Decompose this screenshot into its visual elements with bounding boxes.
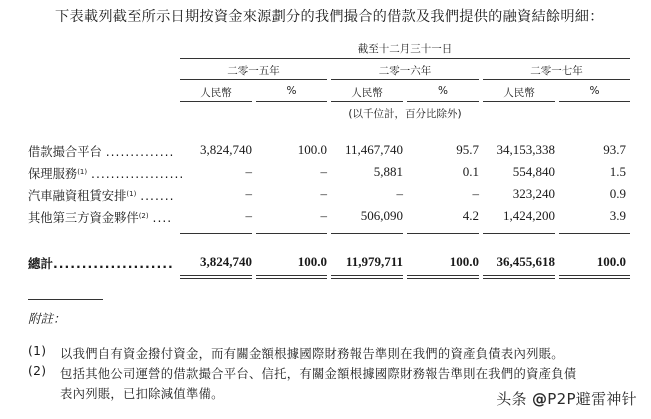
divider	[559, 101, 630, 102]
cell-value: –	[245, 164, 252, 179]
divider	[331, 233, 403, 234]
footnote-text: 以我們自有資金撥付資金，而有關金額根據國際財務報告準則在我們的資產負債表內列賬。	[60, 347, 564, 361]
cell-percent: –	[320, 208, 327, 223]
cell-percent: –	[320, 186, 327, 201]
watermark	[496, 388, 637, 409]
col-rmb-2017: 人民幣	[503, 87, 535, 99]
cell-value: –	[245, 208, 252, 223]
divider	[180, 233, 252, 234]
divider	[407, 233, 479, 234]
unit-note: (以千位計，百分比除外)	[348, 108, 462, 120]
divider	[483, 101, 555, 102]
cell-value: 34,153,338	[496, 142, 555, 157]
cell-percent: 3.9	[609, 208, 626, 223]
divider	[180, 275, 252, 276]
divider	[483, 275, 555, 276]
total-value: 11,979,711	[345, 254, 403, 269]
divider	[559, 275, 630, 276]
cell-value: 5,881	[373, 164, 403, 179]
cell-percent: 0.9	[609, 186, 626, 201]
intro-text: 下表載列截至所示日期按資金來源劃分的我們撮合的借款及我們提供的融資結餘明細：	[55, 9, 604, 25]
col-pct-2016: %	[438, 85, 448, 97]
footnote-number: (2)	[28, 364, 47, 378]
divider	[331, 79, 479, 80]
cell-value: 506,090	[360, 208, 403, 223]
cell-value: 11,467,740	[344, 142, 403, 157]
cell-value: –	[396, 186, 403, 201]
year-2015: 二零一五年	[227, 65, 280, 77]
cell-value: 1,424,200	[503, 208, 555, 223]
cell-value: 3,824,740	[200, 142, 252, 157]
divider	[559, 278, 630, 279]
divider	[559, 233, 630, 234]
divider	[180, 101, 252, 102]
col-rmb-2015: 人民幣	[200, 87, 232, 99]
divider	[331, 101, 403, 102]
footnote-rule	[28, 299, 103, 300]
year-2017: 二零一七年	[530, 65, 583, 77]
row-label: 借款撮合平台 ..............	[28, 145, 175, 159]
divider	[256, 278, 327, 279]
cell-percent: 95.7	[456, 142, 479, 157]
divider	[256, 275, 327, 276]
cell-percent: 4.2	[462, 208, 479, 223]
cell-value: –	[245, 186, 252, 201]
col-rmb-2016: 人民幣	[351, 87, 383, 99]
cell-percent: 1.5	[609, 164, 626, 179]
divider	[483, 233, 555, 234]
divider	[331, 278, 403, 279]
footnote-number: (1)	[28, 344, 47, 358]
divider	[483, 278, 555, 279]
cell-value: 323,240	[512, 186, 555, 201]
row-label: 保理服務$^{(1)}$ ...................	[28, 167, 185, 181]
divider	[483, 79, 630, 80]
cell-percent: 0.1	[462, 164, 479, 179]
watermark-prefix: 头条	[496, 390, 527, 408]
period-heading: 截至十二月三十一日	[357, 43, 453, 55]
watermark-at: @	[531, 390, 548, 408]
total-percent: 100.0	[297, 254, 327, 269]
divider	[407, 278, 479, 279]
row-label: 汽車融資租賃安排$^{(1)}$ .......	[28, 189, 175, 203]
footnote-text: 包括其他公司運營的借款撮合平台、信托，有關金額根據國際財務報告準則在我們的資產負債	[60, 367, 577, 381]
divider	[256, 233, 327, 234]
divider	[407, 101, 479, 102]
divider	[180, 278, 252, 279]
divider	[256, 101, 327, 102]
total-value: 3,824,740	[200, 254, 252, 269]
divider	[407, 275, 479, 276]
cell-percent: 100.0	[297, 142, 327, 157]
col-pct-2015: %	[286, 85, 297, 97]
cell-percent: –	[472, 186, 479, 201]
footnote-text: 表內列賬，已扣除減值準備。	[60, 387, 224, 401]
col-pct-2017: %	[589, 85, 600, 97]
year-2016: 二零一六年	[378, 65, 432, 77]
total-value: 36,455,618	[496, 254, 555, 269]
total-label: 總計.....................	[28, 256, 174, 271]
divider	[180, 79, 327, 80]
row-label: 其他第三方資金夥伴$^{(2)}$ ....	[28, 211, 173, 225]
total-percent: 100.0	[596, 254, 626, 269]
watermark-name: P2P避雷神针	[547, 390, 637, 408]
notes-label: 附註：	[28, 311, 66, 326]
cell-percent: 93.7	[603, 142, 626, 157]
cell-percent: –	[320, 164, 327, 179]
divider	[180, 58, 630, 59]
divider	[331, 275, 403, 276]
cell-value: 554,840	[512, 164, 555, 179]
total-percent: 100.0	[449, 254, 479, 269]
